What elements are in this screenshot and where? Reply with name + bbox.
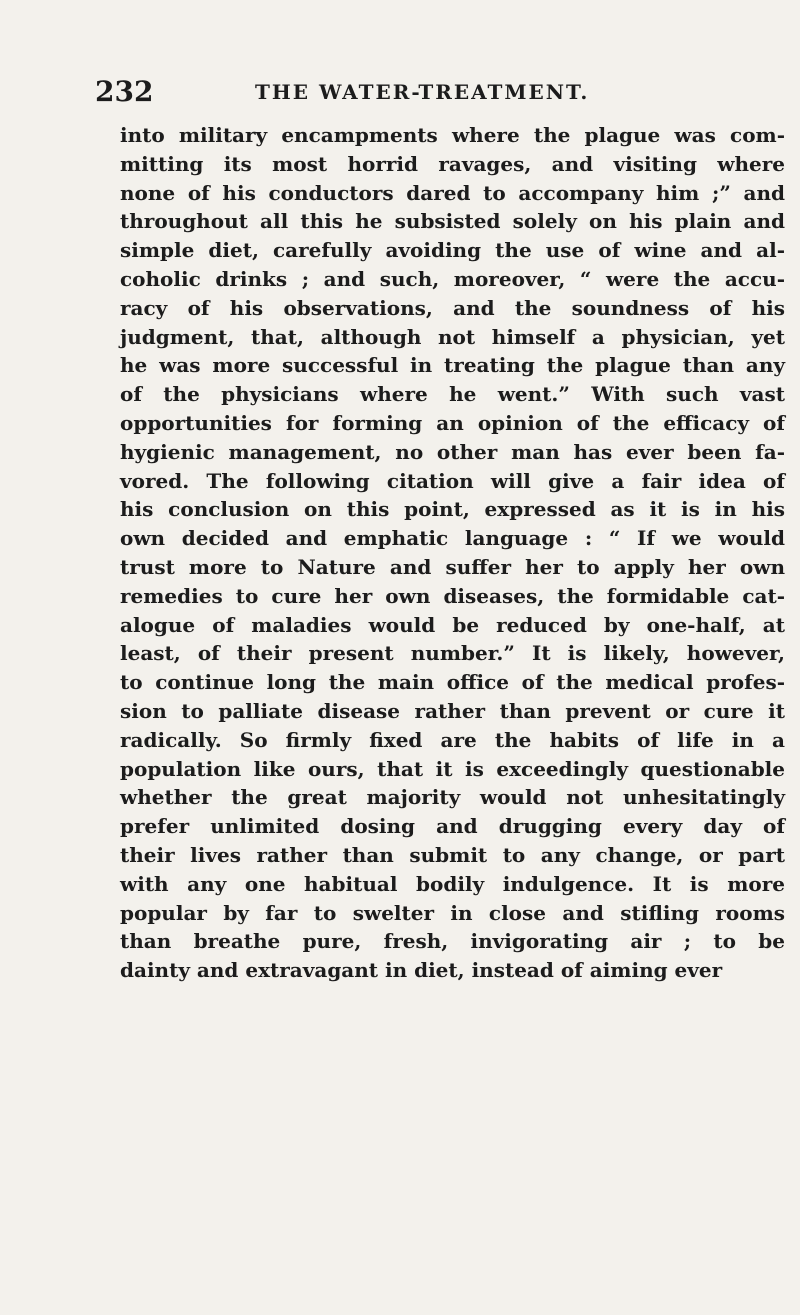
text-line: with any one habitual bodily indulgence. It is more [120, 871, 785, 896]
text-line: population like ours, that it is exceedingly questionable [120, 756, 785, 781]
text-line: prefer unlimited dosing and drugging every day of [120, 814, 785, 839]
running-head: THE WATER-TREATMENT. [255, 80, 590, 104]
text-line: dainty and extravagant in diet, instead of aiming ever [120, 958, 723, 983]
text-line: remedies to cure her own diseases, the formidable cat- [120, 583, 785, 608]
text-line: their lives rather than submit to any change, or part [120, 842, 785, 867]
text-line: into military encampments where the plague was com- [120, 123, 785, 147]
text-line: whether the great majority would not unhesitatingly [120, 785, 785, 810]
text-line: popular by far to swelter in close and stifling rooms [120, 900, 785, 925]
page-header [95, 72, 785, 112]
text-line: his conclusion on this point, expressed as it is in his [120, 497, 785, 522]
text-line: of the physicians where he went.” With such vast [120, 382, 785, 407]
text-line: he was more successful in treating the plague than any [120, 353, 785, 378]
text-line: coholic drinks ; and such, moreover, “ were the accu- [120, 266, 785, 291]
text-line: trust more to Nature and suffer her to apply her own [120, 554, 785, 579]
text-line: racy of his observations, and the soundness of his [120, 295, 785, 320]
text-line: to continue long the main office of the medical profes- [120, 670, 785, 695]
text-line: none of his conductors dared to accompany him ;” and [120, 180, 785, 205]
text-line: vored. The following citation will give a fair idea of [120, 468, 785, 493]
text-line: judgment, that, although not himself a physician, yet [120, 324, 785, 349]
page-number: 232 [95, 75, 154, 108]
text-line: sion to palliate disease rather than prevent or cure it [120, 698, 785, 723]
text-line: simple diet, carefully avoiding the use of wine and al- [120, 238, 785, 263]
text-line: throughout all this he subsisted solely on his plain and [120, 209, 785, 234]
text-line: hygienic management, no other man has ever been fa- [120, 439, 785, 464]
text-line: than breathe pure, fresh, invigorating air ; to be [120, 929, 785, 954]
body-text [120, 121, 785, 985]
text-line: mitting its most horrid ravages, and visiting where [120, 151, 785, 176]
text-line: opportunities for forming an opinion of the efficacy of [120, 410, 785, 435]
text-line: own decided and emphatic language : “ If we would [120, 526, 785, 551]
text-line: alogue of maladies would be reduced by one-half, at [120, 612, 785, 637]
text-line: radically. So firmly fixed are the habits of life in a [120, 727, 785, 752]
text-line: least, of their present number.” It is likely, however, [120, 641, 785, 666]
